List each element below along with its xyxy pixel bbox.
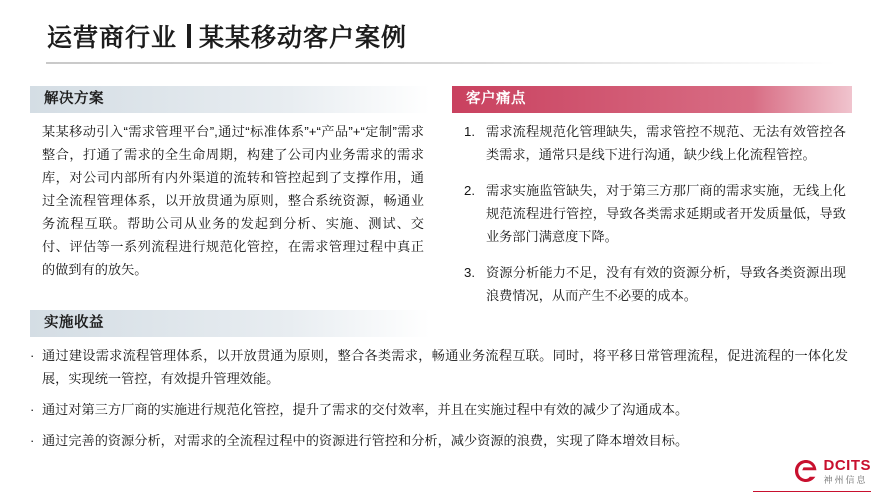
company-logo [793,454,872,488]
pain-point-number: 2. [464,183,475,198]
section-body-benefits [30,344,848,460]
benefit-list-item [30,398,848,421]
logo-text-en: DCITS [823,456,871,474]
pain-point-text: 需求流程规范化管理缺失，需求管控不规范、无法有效管控各类需求，通常只是线下进行沟通，缺少线上化流程管控。 [486,124,846,162]
title-separator-bar [187,24,191,48]
bullet-icon: · [30,402,35,417]
pain-point-item [464,179,846,248]
benefit-text: 通过对第三方厂商的实施进行规范化管控，提升了需求的交付效率，并且在实施过程中有效的减少了沟通成本。 [42,402,689,417]
page-title-main: 运营商行业 [47,24,178,52]
pain-point-item [464,120,846,166]
dcits-swirl-icon [793,458,819,484]
benefit-text: 通过建设需求流程管理体系，以开放贯通为原则，整合各类需求，畅通业务流程互联。同时，将平移日常管理流程，促进流程的一体化发展，实现统一管控，有效提升管理效能。 [42,348,848,386]
bullet-icon: · [30,433,35,448]
logo-text [824,458,872,485]
section-header-pain-points: 客户痛点 [452,86,852,113]
section-body-pain-points [464,120,846,320]
logo-text-cn: 神州信息 [823,474,868,485]
benefit-list-item [30,344,848,390]
pain-point-text: 资源分析能力不足，没有有效的资源分析，导致各类资源出现浪费情况，从而产生不必要的成本。 [486,265,846,303]
page-title-sub: 某某移动客户案例 [199,24,408,52]
benefit-list-item [30,429,848,452]
pain-point-number: 1. [464,124,475,139]
title-divider [46,62,836,64]
page-title [47,18,407,54]
benefit-text: 通过完善的资源分析，对需求的全流程过程中的资源进行管控和分析，减少资源的浪费，实现了降本增效目标。 [42,433,689,448]
bullet-icon: · [30,348,35,363]
section-header-benefits: 实施收益 [30,310,430,337]
footer-divider [753,491,871,492]
pain-point-item [464,261,846,307]
pain-point-number: 3. [464,265,475,280]
pain-point-text: 需求实施监管缺失，对于第三方那厂商的需求实施，无线上化规范流程进行管控，导致各类需求延期或者开发质量低，导致业务部门满意度下降。 [486,183,846,244]
section-body-solution: 某某移动引入“需求管理平台”,通过“标准体系”+“产品”+“定制”需求整合，打通了需求的全生命周期，构建了公司内业务需求的需求库，对公司内部所有内外渠道的流转和管控起到了支撑作用，通过全流程管理体系，以开放贯通为原则，整合系统资源，畅通业务流程互联。帮助公司从业务的发起到分析、实施、测试、交付、评估等一系列流程进行规范化管控，在需求管理过程中真正的做到有的放矢。 [42,124,424,277]
section-header-solution: 解决方案 [30,86,430,113]
